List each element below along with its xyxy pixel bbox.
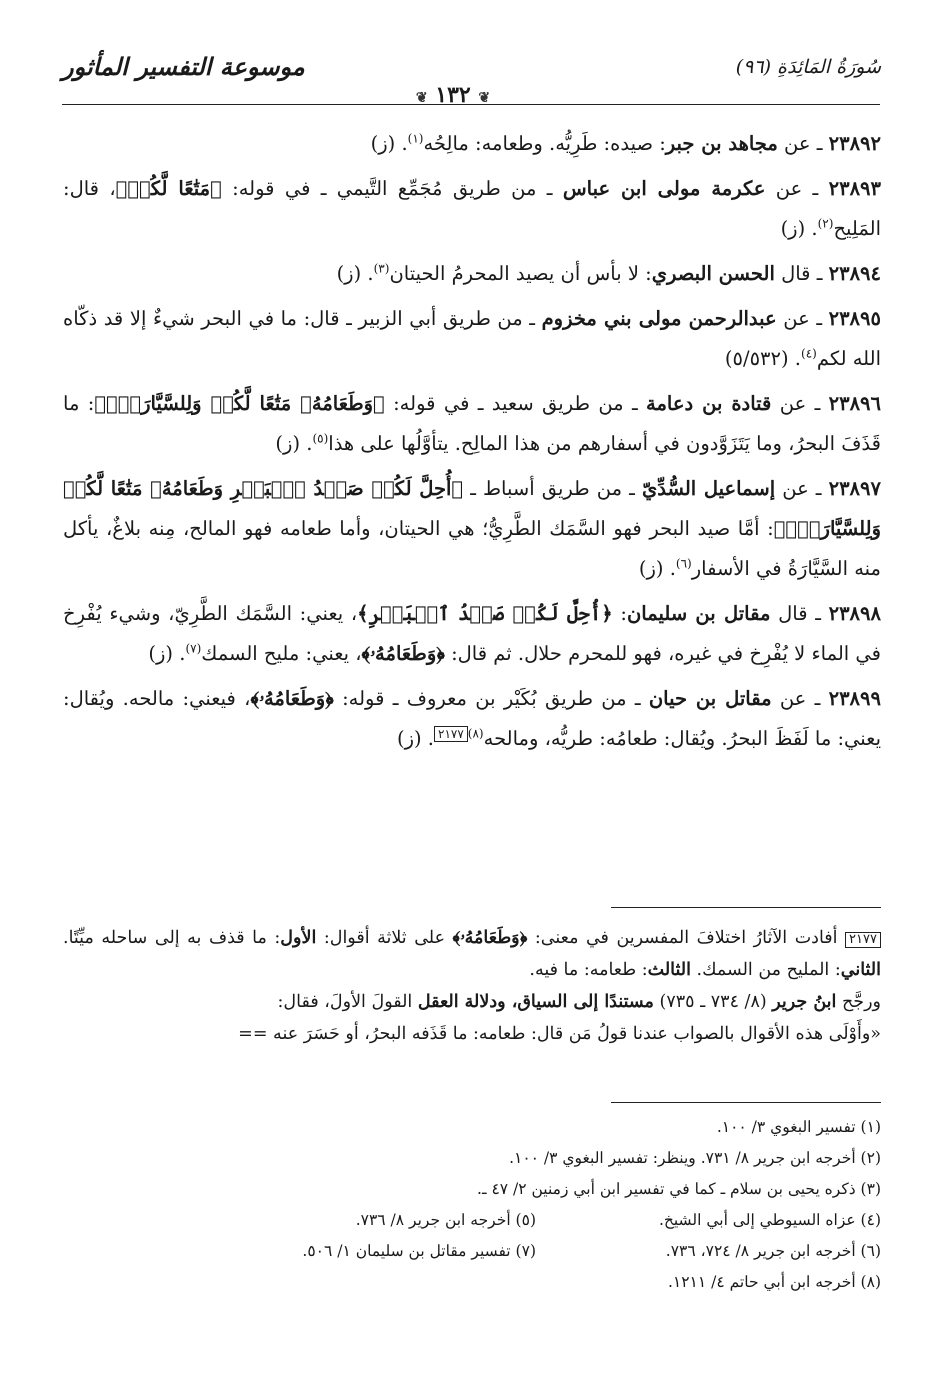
narration-number: ٢٣٨٩٨ (828, 602, 881, 625)
narration-text: : أمَّا صيد البحر فهو السَّمَك الطَّرِيُّ؛ هي الحيتان، وأما طعامه فهو المالح، مِنه بلاغٌ، يأكل منه السَّيَّارَةُ في الأسفار (63, 517, 881, 580)
source-tag: . (ز) (370, 132, 408, 155)
narration-text: : ما قَذَفَ البحرُ، وما يَتَزَوَّدون في أسفارهم من هذا المالِح. يتأوَّلُها على هذا (63, 392, 881, 455)
narration-number: ٢٣٨٩٥ (828, 307, 881, 330)
narration-text: ـ قال (770, 602, 829, 625)
header-rule (62, 104, 880, 105)
footnote-4: (٤) عزاه السيوطي إلى أبي الشيخ. (658, 1211, 881, 1229)
narration-number: ٢٣٨٩٤ (828, 262, 881, 285)
narration-23895 (63, 299, 881, 379)
narration-23899 (63, 679, 881, 759)
quran-quote: ﴿وَطَعَامُهُۥ مَتَٰعًا لَّكُمۡ وَلِلسَّيَّارَةِۖ﴾ (94, 392, 385, 415)
narrator-name: عبدالرحمن مولى بني مخزوم (541, 307, 777, 330)
quran-quote: ﴿أُحِلَّ لَكُمۡ صَيۡدُ ٱلۡبَحۡرِ وَطَعَامُهُۥ مَتَٰعًا لَّكُمۡ وَلِلسَّيَّارَةِۖ﴾ (63, 477, 881, 540)
narration-number: ٢٣٨٩٩ (828, 687, 881, 710)
narration-text: : صيده: طَرِيُّه. وطعامه: مالِحُه (423, 132, 666, 155)
commentary-bold: مستندًا إلى السياق، ودلالة العقل (417, 992, 654, 1012)
footnote-ref[interactable]: (١) (407, 131, 424, 146)
footnote-ref[interactable]: (٥) (312, 431, 329, 446)
ornament-icon: ❦ (415, 90, 428, 106)
narration-text: ، يعني: مليح السمك (201, 642, 362, 665)
footnote-row (63, 1236, 881, 1267)
narration-text: ـ من طريق أسباط ـ (463, 477, 642, 500)
opinion-label: الثالث (647, 960, 691, 980)
footnote-7: (٧) تفسير مقاتل بن سليمان ١/ ٥٠٦. (302, 1242, 536, 1260)
quran-quote: ﴿وَطَعَامُهُۥ﴾ (250, 687, 334, 710)
narrator-name: مجاهد بن جبر (665, 132, 778, 155)
source-tag: . (ز) (336, 262, 374, 285)
commentary-text: (٨/ ٧٣٤ ـ ٧٣٥) (653, 992, 773, 1012)
narration-text: : لا بأس أن يصيد المحرمُ الحيتان (389, 262, 652, 285)
commentary-text: أفادت الآثارُ اختلافَ المفسرين في معنى: (527, 928, 846, 948)
quran-quote: ﴿مَتَٰعًا لَّكُمۡ﴾ (115, 177, 222, 200)
surah-header: سُورَةُ المَائِدَةِ (٩٦) (735, 56, 881, 78)
narrator-name: إسماعيل السُّدِّيّ (641, 477, 776, 500)
ornament-icon: ❦ (478, 90, 491, 106)
narration-text: ـ عن (765, 177, 829, 200)
narration-text: ـ عن (771, 687, 829, 710)
commentary-ref-box[interactable]: ٢١٧٧ (434, 726, 468, 742)
source-tag: . (ز) (148, 642, 186, 665)
footnote-6: (٦) أخرجه ابن جرير ٨/ ٧٢٤، ٧٣٦. (665, 1242, 881, 1260)
footnote-ref[interactable]: (٨) (467, 726, 484, 741)
footnote-ref[interactable]: (٦) (675, 556, 692, 571)
narration-number: ٢٣٨٩٧ (828, 477, 881, 500)
narrations (63, 124, 881, 764)
narrator-name: مقاتل بن حيان (648, 687, 772, 710)
narration-text: ـ من طريق بُكَيْر بن معروف ـ قوله: (333, 687, 649, 710)
footnote-ref[interactable]: (٤) (801, 346, 817, 361)
narrator-name: مقاتل بن سليمان (626, 602, 771, 625)
narration-text: : (612, 602, 627, 625)
quran-quote: ﴿وَطَعَامُهُۥ﴾ (452, 928, 528, 948)
book-title: موسوعة التفسير المأثور (62, 52, 305, 81)
narrator-name: الحسن البصري (651, 262, 775, 285)
commentary-note (63, 922, 881, 1050)
narration-text: ـ من طريق سعيد ـ في قوله: (384, 392, 647, 415)
narration-text: ـ قال (774, 262, 829, 285)
source-tag: . (ز) (638, 557, 676, 580)
narrator-name: عكرمة مولى ابن عباس (562, 177, 766, 200)
commentary-text: : المليح من السمك. (690, 960, 841, 980)
footnote-ref[interactable]: (٧) (185, 641, 202, 656)
narration-23898 (63, 594, 881, 674)
commentary-text: القولَ الأولَ، فقال: (277, 992, 418, 1012)
commentary-number-box: ٢١٧٧ (845, 932, 881, 948)
page-number: ١٣٢ (435, 82, 471, 108)
footnote-ref[interactable]: (٣) (373, 261, 390, 276)
opinion-label: الثاني (840, 960, 881, 980)
narration-23893 (63, 169, 881, 249)
narration-text: ، فيعني: مالحه. ويُقال: يعني: ما لَفَظَ البحرُ. ويُقال: طعامُه: طريُّه، ومالحه (63, 687, 881, 750)
narration-23892 (63, 124, 881, 164)
narration-text: ـ عن (775, 477, 829, 500)
narration-text: ـ عن (776, 307, 829, 330)
commentary-separator (611, 907, 881, 908)
source-tag: . (٥/٥٣٢) (724, 347, 802, 370)
narration-23894 (63, 254, 881, 294)
source-tag: . (ز) (780, 217, 818, 240)
opinion-label: الأول (280, 928, 317, 948)
narration-number: ٢٣٨٩٢ (828, 132, 881, 155)
footnote-5: (٥) أخرجه ابن جرير ٨/ ٧٣٦. (355, 1211, 536, 1229)
footnote-row (63, 1205, 881, 1236)
narration-23897 (63, 469, 881, 589)
footnote-ref[interactable]: (٢) (817, 216, 834, 231)
quran-quote: ﴿وَطَعَامُهُۥ﴾ (361, 642, 445, 665)
commentary-text: : ما قذف به إلى ساحله ميِّتًا. (63, 928, 281, 948)
footnotes (63, 1112, 881, 1298)
narration-text: ـ من طريق أبي الزبير ـ قال: ما في البحر شيءٌ إلا قد ذكّاه الله لكم (63, 307, 881, 370)
commentary-text: : طعامه: ما فيه. (529, 960, 648, 980)
footnote-3: (٣) ذكره يحيى بن سلام ـ كما في تفسير ابن أبي زمنين ٢/ ٤٧ ـ. (477, 1180, 881, 1198)
footnotes-separator (611, 1102, 881, 1103)
commentary-text: ورجَّح (836, 992, 881, 1012)
narration-text: ـ من طريق مُجَمِّع التَّيمي ـ في قوله: (221, 177, 563, 200)
scholar-name: ابنُ جرير (772, 992, 837, 1012)
source-tag: . (ز) (396, 727, 434, 750)
commentary-quote: «وأَوْلَى هذه الأقوال بالصواب عندنا قولُ مَن قال: طعامه: ما قَذَفه البحرُ، أو حَسَرَ عنه == (238, 1024, 881, 1044)
narrator-name: قتادة بن دعامة (646, 392, 772, 415)
footnote-2: (٢) أخرجه ابن جرير ٨/ ٧٣١. وينظر: تفسير البغوي ٣/ ١٠٠. (509, 1149, 881, 1167)
quran-quote: ﴿أُحِلَّ لَكُمۡ صَيۡدُ ٱلۡبَحۡرِ﴾ (357, 602, 613, 625)
narration-23896 (63, 384, 881, 464)
narration-number: ٢٣٨٩٣ (828, 177, 881, 200)
source-tag: . (ز) (275, 432, 313, 455)
narration-text: ـ عن (771, 392, 829, 415)
narration-text: ، يعني: السَّمَك الطَّرِيّ، وشيء يُفْرِخ في الماء لا يُفْرِخ في غيره، فهو للمحرم حلال. ثم قال: (63, 602, 881, 665)
footnote-8: (٨) أخرجه ابن أبي حاتم ٤/ ١٢١١. (667, 1273, 881, 1291)
narration-number: ٢٣٨٩٦ (828, 392, 881, 415)
footnote-1: (١) تفسير البغوي ٣/ ١٠٠. (716, 1118, 881, 1136)
narration-text: ـ عن (777, 132, 829, 155)
commentary-text: على ثلاثة أقوال: (316, 928, 453, 948)
narration-text: ، قال: المَلِيح (63, 177, 881, 240)
